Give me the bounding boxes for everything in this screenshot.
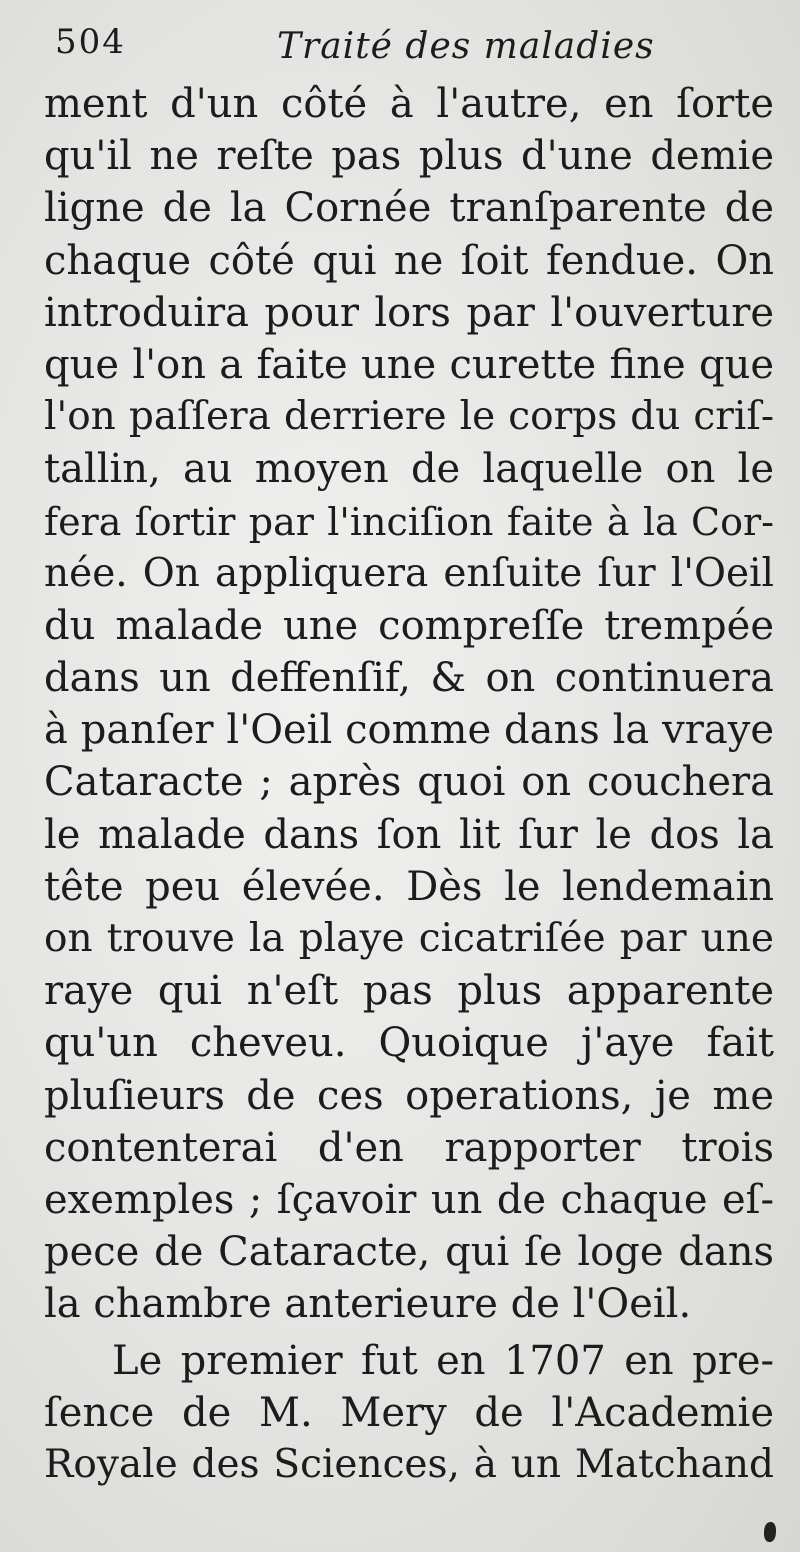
- text-line: le malade dans ſon lit ſur le dos la: [44, 811, 774, 858]
- text-line: exemples ; ſçavoir un de chaque eſ-: [44, 1176, 774, 1223]
- paragraph: [44, 1335, 774, 1492]
- text-line: chaque côté qui ne ſoit fendue. On: [44, 237, 774, 284]
- ink-spot: [764, 1522, 776, 1542]
- page-header: [55, 22, 675, 82]
- text-line: Cataracte ; après quoi on couchera: [44, 759, 774, 806]
- text-line: la chambre anterieure de l'Oeil.: [44, 1281, 692, 1328]
- text-line: l'on paſſera derriere le corps du criſ-: [44, 394, 774, 440]
- text-line: dans un deffenſif, & on continuera: [44, 655, 774, 702]
- text-line: introduira pour lors par l'ouverture: [44, 289, 774, 336]
- text-line: à panſer l'Oeil comme dans la vraye: [44, 707, 774, 754]
- text-line: que l'on a faite une curette fine que: [44, 341, 774, 388]
- text-line: qu'un cheveu. Quoique j'aye fait: [44, 1020, 774, 1067]
- page-number: 504: [55, 22, 126, 62]
- text-line: née. On appliquera enſuite ſur l'Oeil: [44, 550, 774, 596]
- text-line: on trouve la playe cicatriſée par une: [44, 916, 774, 961]
- text-line: ſence de M. Mery de l'Academie: [44, 1389, 774, 1436]
- text-line: ligne de la Cornée tranſparente de: [44, 185, 774, 232]
- text-line: ment d'un côté à l'autre, en ſorte: [44, 81, 774, 127]
- text-line: contenterai d'en rapporter trois: [44, 1124, 774, 1171]
- text-line: tallin, au moyen de laquelle on le: [44, 446, 774, 493]
- text-line: tête peu élevée. Dès le lendemain: [44, 863, 774, 910]
- paragraph: [44, 78, 774, 1331]
- text-line: raye qui n'eſt pas plus apparente: [44, 968, 774, 1015]
- text-line: Royale des Sciences, à un Matchand: [44, 1441, 774, 1487]
- body-text: [44, 78, 774, 1491]
- text-line: fera ſortir par l'inciſion faite à la Cor-: [44, 499, 774, 544]
- running-title: Traité des maladies: [277, 26, 655, 67]
- text-line: du malade une compreſſe trempée: [44, 602, 774, 649]
- text-line: qu'il ne reſte pas plus d'une demie: [44, 133, 774, 180]
- text-line: pluſieurs de ces operations, je me: [44, 1072, 774, 1119]
- text-line: Le premier fut en 1707 en pre-: [112, 1337, 774, 1384]
- text-line: pece de Cataracte, qui ſe loge dans: [44, 1229, 774, 1276]
